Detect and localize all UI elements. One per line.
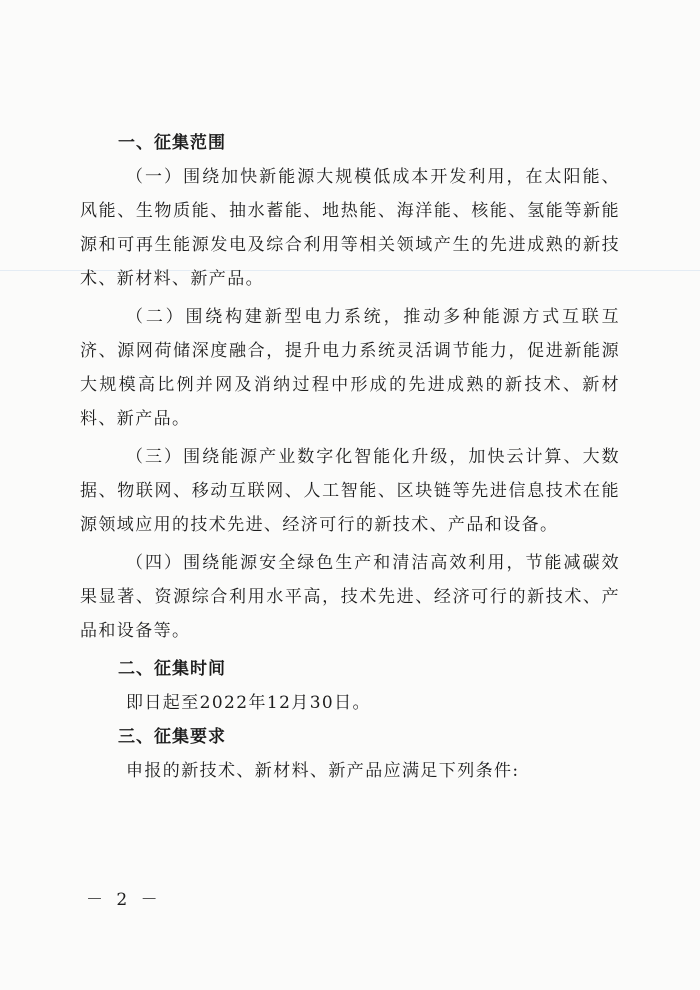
section1-item-1: （一）围绕加快新能源大规模低成本开发利用，在太阳能、风能、生物质能、抽水蓄能、地热能、海洋能、核能、氢能等新能源和可再生能源发电及综合利用等相关领域产生的先进成熟的新技术、新材料、新产品。 <box>80 167 620 289</box>
section1-item-2: （二）围绕构建新型电力系统，推动多种能源方式互联互济、源网荷储深度融合，提升电力系统灵活调节能力，促进新能源大规模高比例并网及消纳过程中形成的先进成熟的新技术、新材料、新产品。 <box>80 307 620 429</box>
section1-item-4: （四）围绕能源安全绿色生产和清洁高效利用，节能减碳效果显著、资源综合利用水平高，技术先进、经济可行的新技术、产品和设备等。 <box>80 553 620 641</box>
section2-heading: 二、征集时间 <box>118 659 226 679</box>
section3-heading: 三、征集要求 <box>118 727 226 747</box>
section2-text: 即日起至2022年12月30日。 <box>126 693 371 713</box>
document-body <box>80 126 620 788</box>
page-number: － 2 － <box>86 890 162 910</box>
section1-heading: 一、征集范围 <box>118 133 226 153</box>
section1-item-3: （三）围绕能源产业数字化智能化升级，加快云计算、大数据、物联网、移动互联网、人工智能、区块链等先进信息技术在能源领域应用的技术先进、经济可行的新技术、产品和设备。 <box>80 447 620 535</box>
section3-text: 申报的新技术、新材料、新产品应满足下列条件: <box>126 761 520 781</box>
